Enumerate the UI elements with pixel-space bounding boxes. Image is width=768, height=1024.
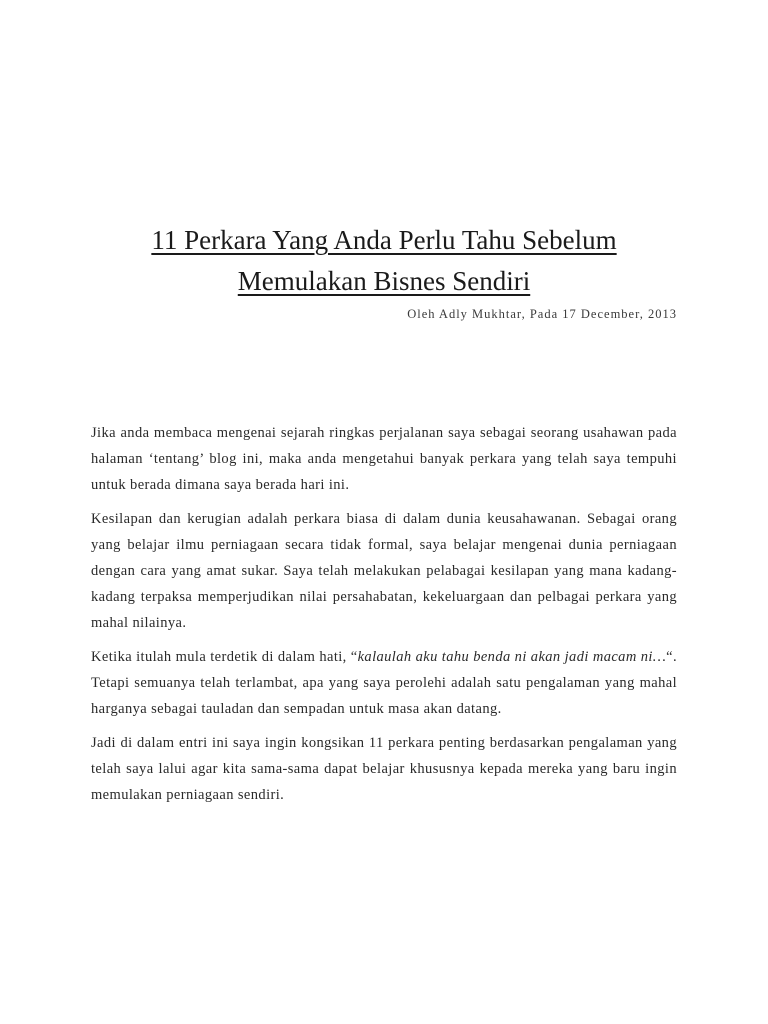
body-paragraph-3: [91, 644, 677, 722]
body-paragraph-4: Jadi di dalam entri ini saya ingin kongsikan 11 perkara penting berdasarkan pengalaman yang telah saya lalui agar kita sama-sama dapat belajar khususnya kepada mereka yang baru ingin memulakan perniagaan sendiri.: [91, 735, 677, 803]
paragraph-3-text-end: “. Tetapi semuanya telah terlambat, apa yang saya perolehi adalah satu pengalaman yang mahal harganya sebagai tauladan dan sempadan untuk masa akan datang.: [91, 649, 677, 717]
paragraph-3-italic-quote: kalaulah aku tahu benda ni akan jadi macam ni…: [357, 649, 667, 665]
article-title: [90, 220, 678, 302]
paragraph-3-text-start: Ketika itulah mula terdetik di dalam hati, “: [91, 649, 358, 665]
article-byline: Oleh Adly Mukhtar, Pada 17 December, 2013: [407, 307, 677, 321]
article-title-line-2: Memulakan Bisnes Sendiri: [237, 266, 531, 296]
body-paragraph-2: Kesilapan dan kerugian adalah perkara biasa di dalam dunia keusahawanan. Sebagai orang yang belajar ilmu perniagaan secara tidak formal, saya belajar mengenai dunia perniagaan dengan cara yang amat sukar. Saya telah melakukan pelabagai kesilapan yang mana kadang-kadang terpaksa memperjudikan nilai persahabatan, kekeluargaan dan pelbagai perkara yang mahal nilainya.: [91, 511, 677, 631]
article-title-line-1: 11 Perkara Yang Anda Perlu Tahu Sebelum: [151, 225, 617, 255]
body-paragraph-1: Jika anda membaca mengenai sejarah ringkas perjalanan saya sebagai seorang usahawan pada halaman ‘tentang’ blog ini, maka anda mengetahui banyak perkara yang telah saya tempuhi untuk berada dimana saya berada hari ini.: [91, 425, 677, 493]
article-body: [91, 420, 677, 816]
